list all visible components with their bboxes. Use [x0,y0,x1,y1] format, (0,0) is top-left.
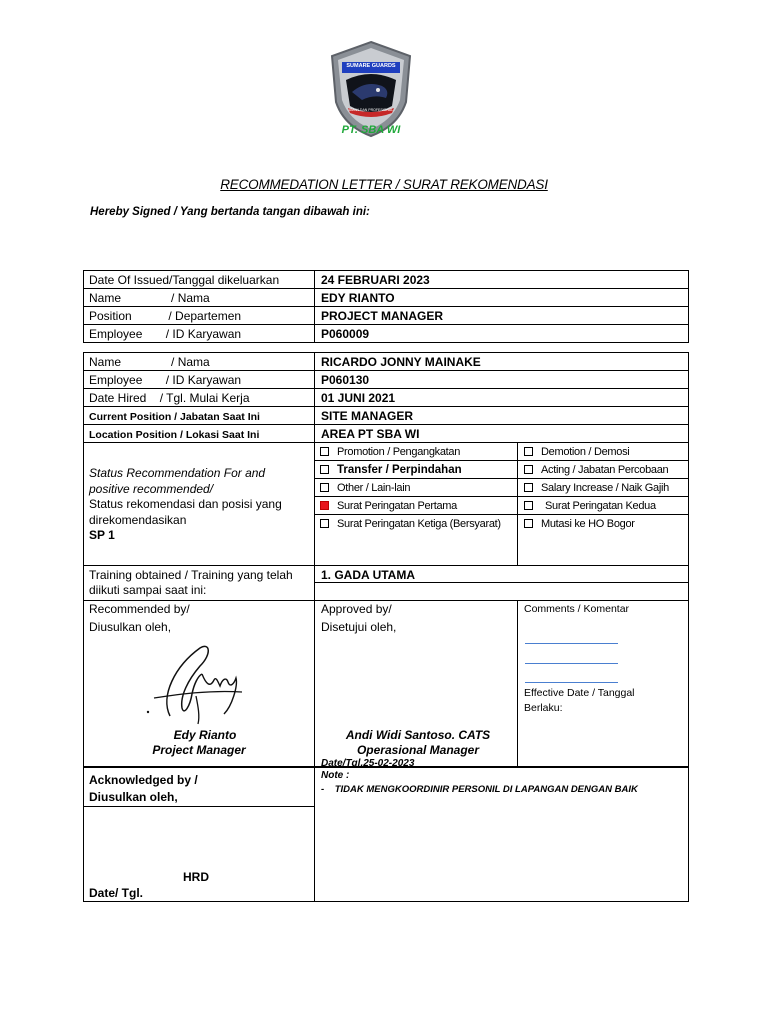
training-value: 1. GADA UTAMA [321,568,415,582]
recommender-name: Edy Rianto [173,728,237,742]
training-label-line1: Training obtained / Training yang telah [89,568,293,582]
option-mutasi[interactable]: Mutasi ke HO Bogor [524,517,635,531]
issuer-name-label: Name / Nama [89,291,210,305]
issuer-name-value: EDY RIANTO [321,291,395,305]
issuer-position-value: PROJECT MANAGER [321,309,444,323]
status-label-line3: Status rekomendasi dan posisi yang [89,497,282,511]
employee-id-label: Employee / ID Karyawan [89,373,242,387]
recommender-title: Project Manager [152,743,246,757]
approver-title: Operasional Manager [356,743,480,757]
approved-by-label: Approved by/ [321,602,392,616]
issuer-id-label: Employee / ID Karyawan [89,327,242,341]
approval-date: Date/Tgl.25-02-2023 [321,758,415,769]
status-label-line4: direkomendasikan [89,513,187,527]
checkbox[interactable] [524,519,533,528]
status-sp-value: SP 1 [89,528,115,542]
option-sp3[interactable]: Surat Peringatan Ketiga (Bersyarat) [320,517,501,531]
checkbox[interactable] [320,447,329,456]
employee-name-value: RICARDO JONNY MAINAKE [321,355,481,369]
checkbox[interactable] [524,465,533,474]
option-promotion[interactable]: Promotion / Pengangkatan [320,445,460,459]
checkbox[interactable] [524,501,533,510]
option-acting[interactable]: Acting / Jabatan Percobaan [524,463,668,477]
current-position-value: SITE MANAGER [321,409,414,423]
issuer-position-label: Position / Departemen [89,309,242,323]
option-transfer[interactable]: Transfer / Perpindahan [320,463,462,477]
checkbox[interactable] [320,483,329,492]
checkbox[interactable] [524,483,533,492]
company-logo [328,40,414,140]
hrd-label: HRD [183,870,209,884]
approver-name: Andi Widi Santoso. CATS [345,728,491,742]
acknowledged-by-label: Acknowledged by / [89,773,198,787]
note-text: - TIDAK MENGKOORDINIR PERSONIL DI LAPANGAN DENGAN BAIK [321,784,638,795]
employee-id-value: P060130 [321,373,370,387]
date-hired-label: Date Hired / Tgl. Mulai Kerja [89,391,250,405]
effective-date-label: Effective Date / Tanggal [524,687,635,699]
comments-label: Comments / Komentar [524,603,630,615]
date-hired-value: 01 JUNI 2021 [321,391,396,405]
employee-name-label: Name / Nama [89,355,210,369]
logo-motto-text: AMAN DAN PROFESIONAL [348,108,394,112]
acknowledged-by-sublabel: Diusulkan oleh, [89,790,178,804]
location-position-value: AREA PT SBA WI [321,427,420,441]
current-position-label: Current Position / Jabatan Saat Ini [89,411,260,423]
issuer-id-value: P060009 [321,327,370,341]
status-label-line2: positive recommended/ [89,482,214,496]
comment-line[interactable] [525,643,618,644]
approved-by-sublabel: Disetujui oleh, [321,620,397,634]
effective-date-sublabel: Berlaku: [524,702,563,714]
training-label-line2: diikuti sampai saat ini: [89,583,207,597]
logo-banner-text: SUMARE GUARDS [346,63,396,69]
checkbox-checked[interactable] [320,501,329,510]
location-position-label: Location Position / Lokasi Saat Ini [89,429,260,441]
status-label-line1: Status Recommendation For and [89,466,266,480]
option-sp2[interactable]: Surat Peringatan Kedua [524,499,656,513]
issued-date-value: 24 FEBRUARI 2023 [321,273,430,287]
comment-line[interactable] [525,682,618,683]
option-demotion[interactable]: Demotion / Demosi [524,445,629,459]
checkbox[interactable] [320,519,329,528]
option-salary-increase[interactable]: Salary Increase / Naik Gajih [524,481,669,495]
logo-company-text: PT. SBA WI [341,124,401,136]
signature-icon [140,636,250,726]
hereby-signed-text: Hereby Signed / Yang bertanda tangan dibawah ini: [90,206,370,218]
note-label: Note : [321,770,350,781]
recommended-by-label: Recommended by/ [89,602,190,616]
document-title: RECOMMEDATION LETTER / SURAT REKOMENDASI [220,177,548,192]
comment-line[interactable] [525,663,618,664]
issued-date-label: Date Of Issued/Tanggal dikeluarkan [89,273,280,287]
hrd-date-label: Date/ Tgl. [89,886,144,900]
option-other[interactable]: Other / Lain-lain [320,481,410,495]
option-sp1[interactable]: Surat Peringatan Pertama [320,499,457,513]
recommended-by-sublabel: Diusulkan oleh, [89,620,172,634]
checkbox[interactable] [320,465,329,474]
checkbox[interactable] [524,447,533,456]
